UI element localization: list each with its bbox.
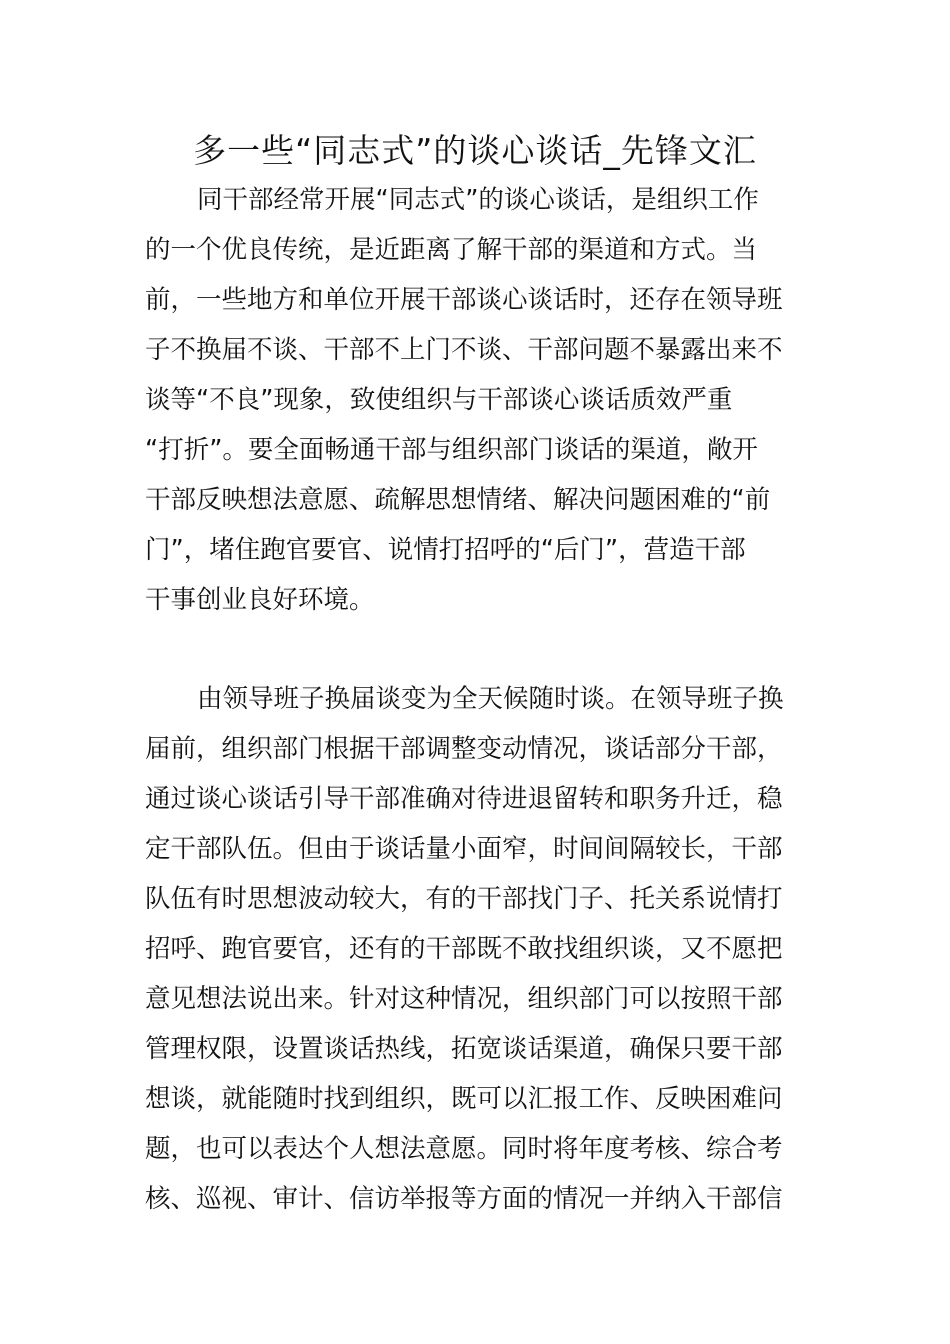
text-line: 通过谈心谈话引导干部准确对待进退留转和职务升迁，稳 (145, 784, 783, 814)
text-line: 干部反映想法意愿、疏解思想情绪、解决问题困难的“前 (145, 485, 771, 515)
text-line: 同干部经常开展“同志式”的谈心谈话，是组织工作 (197, 185, 759, 215)
text-line: 子不换届不谈、干部不上门不谈、干部问题不暴露出来不 (145, 335, 783, 365)
text-line: 谈等“不良”现象，致使组织与干部谈心谈话质效严重 (145, 385, 733, 415)
text-line: 意见想法说出来。针对这种情况，组织部门可以按照干部 (145, 984, 783, 1014)
text-line: 前，一些地方和单位开展干部谈心谈话时，还存在领导班 (145, 285, 783, 315)
text-line: “打折”。要全面畅通干部与组织部门谈话的渠道，敞开 (145, 435, 758, 465)
text-line: 定干部队伍。但由于谈话量小面窄，时间间隔较长，干部 (145, 834, 783, 864)
text-line: 核、巡视、审计、信访举报等方面的情况一并纳入干部信 (145, 1184, 783, 1214)
text-line: 届前，组织部门根据干部调整变动情况，谈话部分干部， (145, 734, 783, 764)
text-line: 管理权限，设置谈话热线，拓宽谈话渠道，确保只要干部 (145, 1034, 783, 1064)
text-line: 干事创业良好环境。 (145, 585, 375, 615)
text-line: 队伍有时思想波动较大，有的干部找门子、托关系说情打 (145, 884, 783, 914)
paragraph-section-1 (145, 674, 807, 1224)
text-line: 想谈，就能随时找到组织，既可以汇报工作、反映困难问 (145, 1084, 783, 1114)
text-line: 的一个优良传统，是近距离了解干部的渠道和方式。当 (145, 235, 758, 265)
document-title: 多一些“同志式”的谈心谈话_先锋文汇 (193, 131, 757, 170)
text-line: 招呼、跑官要官，还有的干部既不敢找组织谈，又不愿把 (145, 934, 783, 964)
text-line: 门”，堵住跑官要官、说情打招呼的“后门”，营造干部 (145, 535, 746, 565)
text-line: 题，也可以表达个人想法意愿。同时将年度考核、综合考 (145, 1134, 783, 1164)
text-line: 由领导班子换届谈变为全天候随时谈。在领导班子换 (197, 684, 784, 714)
paragraph-intro (145, 175, 807, 625)
